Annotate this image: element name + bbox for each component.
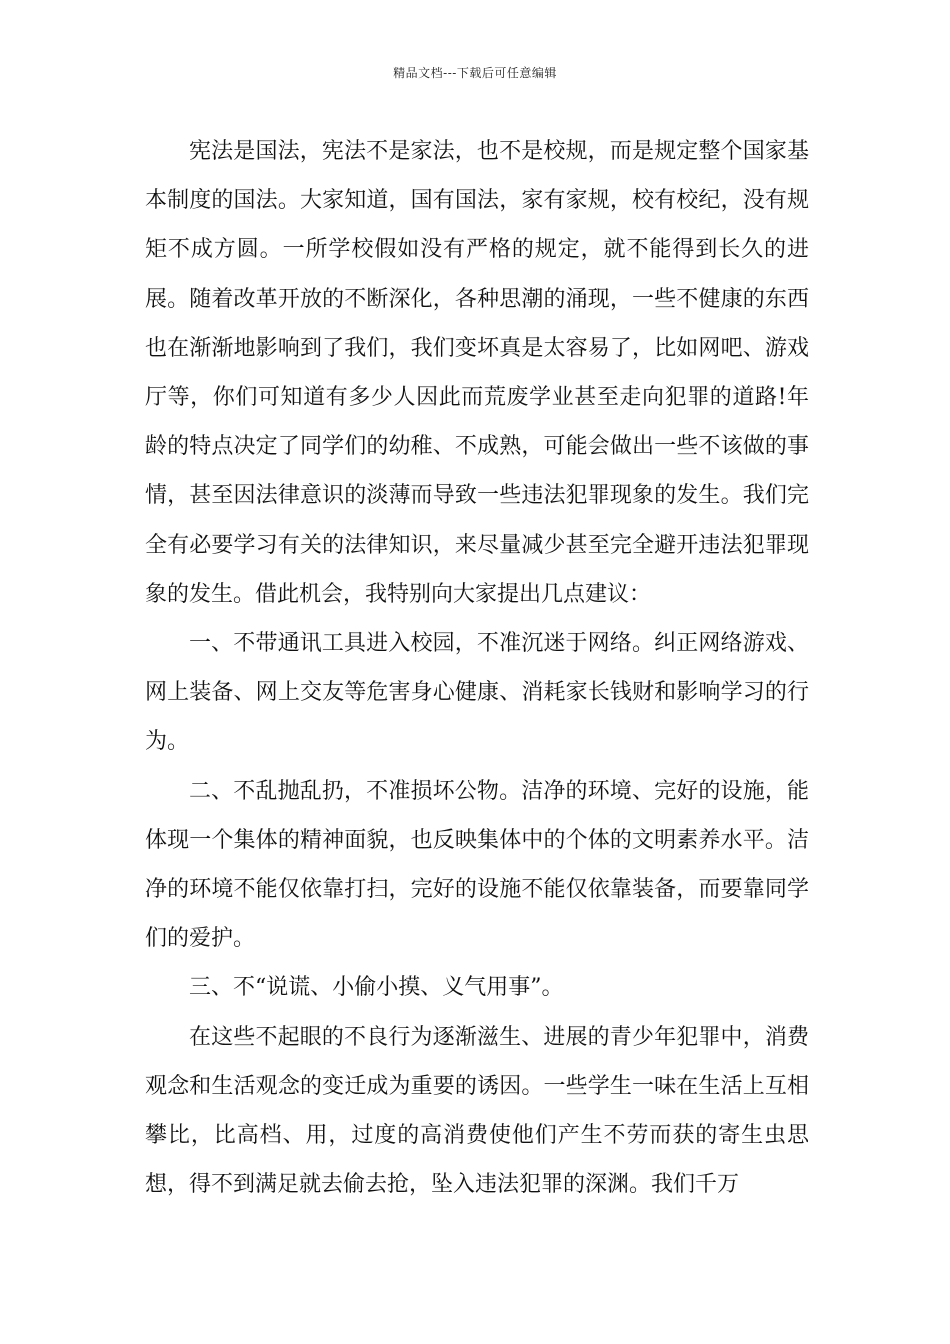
document-body (145, 127, 809, 1209)
paragraph-consumption: 在这些不起眼的不良行为逐渐滋生、进展的青少年犯罪中，消费观念和生活观念的变迁成为重要的诱因。一些学生一味在生活上互相攀比，比高档、用，过度的高消费使他们产生不劳而获的寄生虫思想，得不到满足就去偷去抢，坠入违法犯罪的深渊。我们千万 (145, 1024, 809, 1198)
paragraph-constitution: 宪法是国法，宪法不是家法，也不是校规，而是规定整个国家基本制度的国法。大家知道，国有国法，家有家规，校有校纪，没有规矩不成方圆。一所学校假如没有严格的规定，就不能得到长久的进展。随着改革开放的不断深化，各种思潮的涌现，一些不健康的东西也在渐渐地影响到了我们，我们变坏真是太容易了，比如网吧、游戏厅等，你们可知道有多少人因此而荒废学业甚至走向犯罪的道路!年龄的特点决定了同学们的幼稚、不成熟，可能会做出一些不该做的事情，甚至因法律意识的淡薄而导致一些违法犯罪现象的发生。我们完全有必要学习有关的法律知识，来尽量减少甚至完全避开违法犯罪现象的发生。借此机会，我特别向大家提出几点建议： (145, 139, 809, 607)
paragraph-suggestion-1: 一、不带通讯工具进入校园，不准沉迷于网络。纠正网络游戏、网上装备、网上交友等危害身心健康、消耗家长钱财和影响学习的行为。 (145, 631, 809, 755)
page-header: 精品文档---下载后可任意编辑 (393, 66, 557, 80)
paragraph-suggestion-3: 三、不“说谎、小偷小摸、义气用事”。 (189, 975, 564, 1001)
paragraph-suggestion-2: 二、不乱抛乱扔，不准损坏公物。洁净的环境、完好的设施，能体现一个集体的精神面貌，也反映集体中的个体的文明素养水平。洁净的环境不能仅依靠打扫，完好的设施不能仅依靠装备，而要靠同学们的爱护。 (145, 778, 809, 952)
